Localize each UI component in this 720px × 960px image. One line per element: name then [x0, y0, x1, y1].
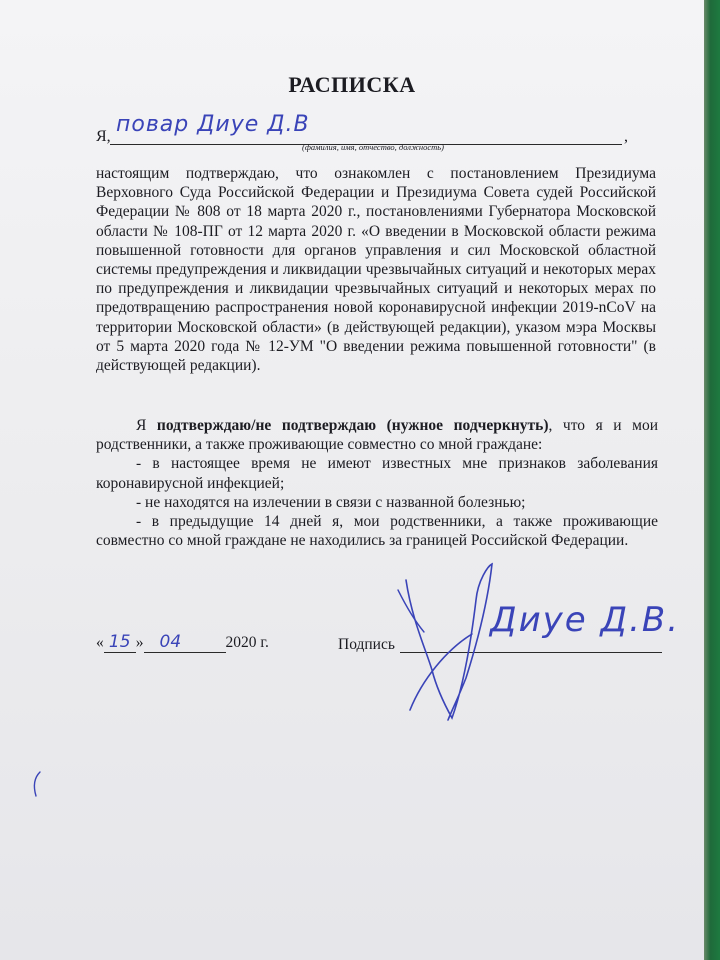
date-block	[96, 632, 269, 653]
ya-label: Я,	[96, 128, 111, 145]
date-day-field	[104, 632, 136, 653]
confirmation-rest: , что я и мои родственники, а также проживающие совместно со мной граждане:	[96, 417, 658, 454]
confirmation-bold: подтверждаю/не подтверждаю (нужное подчеркнуть)	[156, 417, 549, 434]
name-comma: ,	[624, 128, 628, 145]
pen-mark-icon	[30, 770, 44, 800]
date-close-quote: »	[135, 634, 144, 651]
date-open-quote: «	[96, 634, 104, 651]
list-item: - в предыдущие 14 дней я, мои родственники, а также проживающие совместно со мной граждане не находились за границей Российской Федерации.	[96, 513, 658, 550]
date-month-field	[144, 632, 226, 653]
paragraph-1-text: настоящим подтверждаю, что ознакомлен с постановлением Президиума Верховного Суда Российской Федерации и Президиума Совета судей Российской Федерации № 808 от 18 марта 2020 г., постановлениями Губернатора Московской области № 108-ПГ от 12 марта 2020 г. «О введении в Московской области режима повышенной готовности для органов управления и сил Московской областной системы предупреждения и ликвидации чрезвычайных ситуаций и некоторых мерах по предупреждения и ликвидации чрезвычайных ситуаций и некоторых мерах по предотвращению распространения новой коронавирусной инфекции 2019-nCoV на территории Московской области» (в действующей редакции), указом мэра Москвы от 5 марта 2020 года № 12-УМ "О введении режима повышенной готовности" (в действующей редакции).	[96, 165, 656, 375]
handwritten-name: повар Диуе Д.В	[116, 112, 310, 137]
signature-handwritten-name: Диуе Д.В.	[490, 600, 681, 640]
paragraph-acknowledgement	[96, 164, 656, 375]
confirmation-start: Я	[136, 417, 157, 434]
green-background-edge	[704, 0, 720, 960]
list-item: - в настоящее время не имеют известных мне признаков заболевания коронавирусной инфекцией;	[96, 455, 658, 492]
date-day: 15	[108, 632, 131, 652]
list-item: - не находятся на излечении в связи с названной болезнью;	[136, 493, 526, 511]
document-title: РАСПИСКА	[288, 72, 416, 97]
date-month: 04	[159, 632, 182, 652]
signature-scribble-icon	[392, 560, 502, 730]
confirmation-intro	[96, 416, 658, 454]
name-caption: (фамилия, имя, отчество, должность)	[302, 142, 444, 152]
date-year: 2020 г.	[225, 634, 269, 651]
paragraph-confirmation	[96, 416, 658, 550]
signature-label: Подпись	[338, 636, 395, 653]
